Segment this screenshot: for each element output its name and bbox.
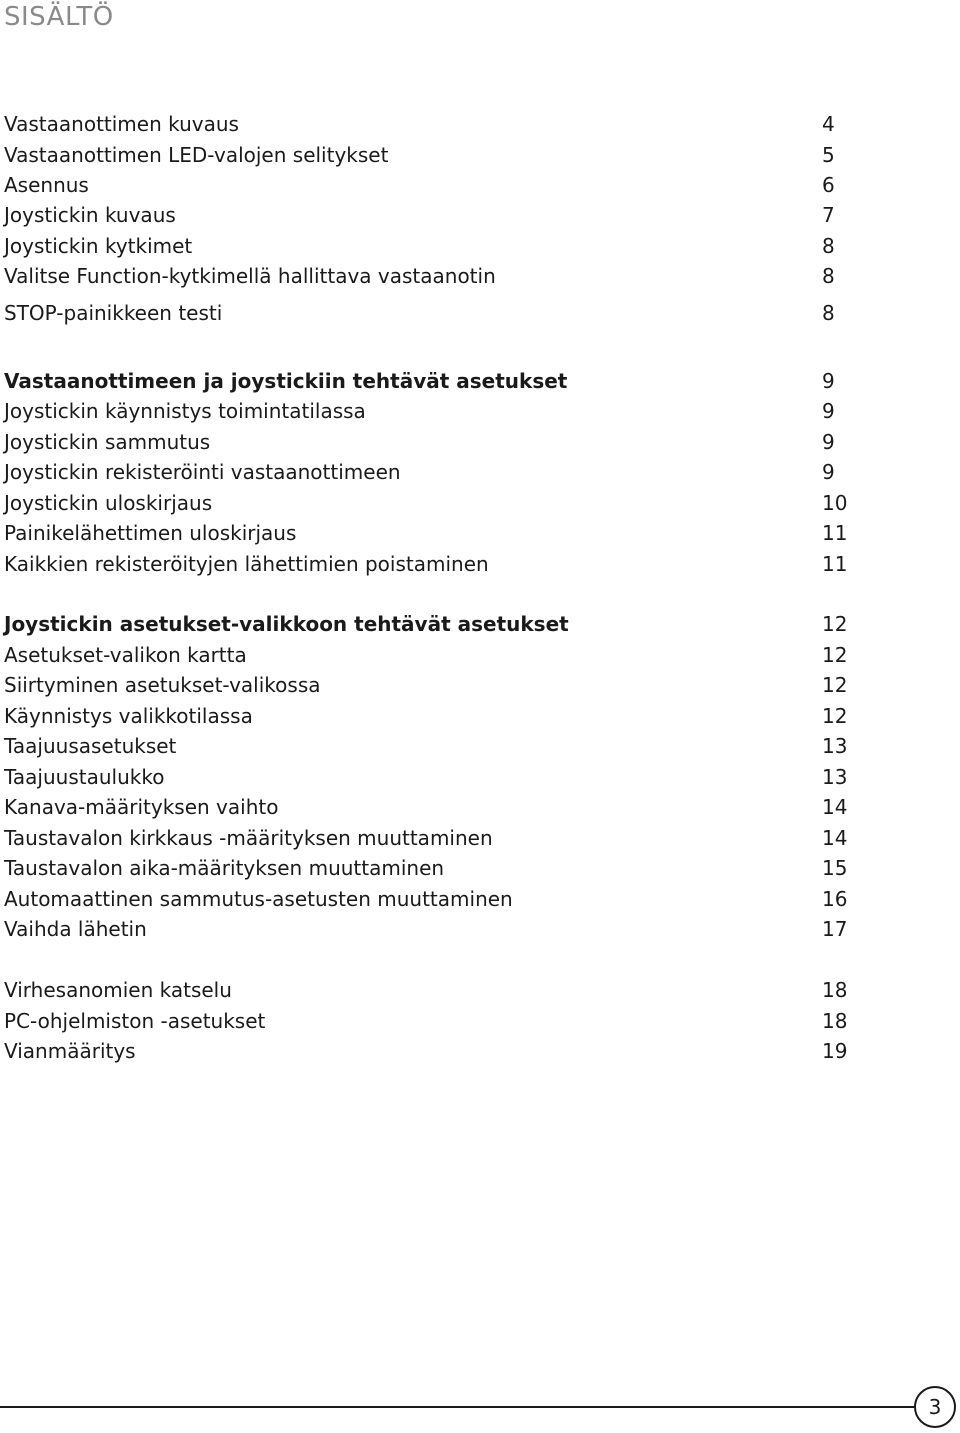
toc-entry-page-number: 16 bbox=[822, 887, 848, 911]
toc-entry-label: Kaikkien rekisteröityjen lähettimien poistaminen bbox=[4, 552, 489, 576]
toc-entry[interactable] bbox=[4, 762, 904, 792]
toc-entry-page-number: 12 bbox=[822, 643, 848, 667]
toc-entry-page-number: 13 bbox=[822, 765, 848, 789]
toc-entry-page-number: 12 bbox=[822, 612, 848, 636]
toc-entry[interactable] bbox=[4, 1006, 904, 1036]
toc-entry-page-number: 8 bbox=[822, 234, 835, 258]
footer-rule bbox=[0, 1406, 914, 1408]
toc-entry-page-number: 12 bbox=[822, 673, 848, 697]
page-number-badge: 3 bbox=[914, 1386, 956, 1428]
toc-entry-label: Joystickin rekisteröinti vastaanottimeen bbox=[4, 460, 401, 484]
toc-entry[interactable] bbox=[4, 853, 904, 883]
toc-entry-label: Taustavalon aika-määrityksen muuttaminen bbox=[4, 856, 445, 880]
toc-entry[interactable] bbox=[4, 427, 904, 457]
toc-entry[interactable] bbox=[4, 200, 904, 230]
toc-entry[interactable] bbox=[4, 914, 904, 944]
toc-entry-label: STOP-painikkeen testi bbox=[4, 301, 223, 325]
toc-entry-page-number: 5 bbox=[822, 143, 835, 167]
toc-entry-label: Joystickin uloskirjaus bbox=[4, 491, 213, 515]
toc-entry[interactable] bbox=[4, 518, 904, 548]
toc-entry-label: Siirtyminen asetukset-valikossa bbox=[4, 673, 321, 697]
toc-entry-page-number: 4 bbox=[822, 112, 835, 136]
toc-entry[interactable] bbox=[4, 640, 904, 670]
toc-entry[interactable] bbox=[4, 261, 904, 291]
toc-entry-page-number: 17 bbox=[822, 917, 848, 941]
toc-entry-page-number: 8 bbox=[822, 301, 835, 325]
toc-entry-page-number: 9 bbox=[822, 399, 835, 423]
toc-entry-label: Vastaanottimen LED-valojen selitykset bbox=[4, 143, 389, 167]
toc-entry-page-number: 11 bbox=[822, 521, 848, 545]
toc-entry-label: Valitse Function-kytkimellä hallittava vastaanotin bbox=[4, 264, 496, 288]
toc-entry-label: Joystickin kytkimet bbox=[4, 234, 193, 258]
toc-entry[interactable] bbox=[4, 457, 904, 487]
toc-entry[interactable] bbox=[4, 488, 904, 518]
page-title: SISÄLTÖ bbox=[4, 2, 114, 32]
toc-entry-page-number: 18 bbox=[822, 978, 848, 1002]
toc-entry[interactable] bbox=[4, 701, 904, 731]
toc-entry-page-number: 9 bbox=[822, 430, 835, 454]
toc-entry-page-number: 14 bbox=[822, 795, 848, 819]
toc-entry-label: Asetukset-valikon kartta bbox=[4, 643, 247, 667]
toc-entry-label: Vaihda lähetin bbox=[4, 917, 147, 941]
toc-entry[interactable] bbox=[4, 609, 904, 639]
toc-entry[interactable] bbox=[4, 1036, 904, 1066]
toc-entry-label: Joystickin kuvaus bbox=[4, 203, 176, 227]
toc-entry[interactable] bbox=[4, 792, 904, 822]
toc-entry[interactable] bbox=[4, 140, 904, 170]
toc-entry-page-number: 8 bbox=[822, 264, 835, 288]
toc-entry[interactable] bbox=[4, 396, 904, 426]
toc-entry-label: PC-ohjelmiston -asetukset bbox=[4, 1009, 266, 1033]
toc-entry[interactable] bbox=[4, 549, 904, 579]
toc-entry[interactable] bbox=[4, 298, 904, 328]
toc-entry-page-number: 10 bbox=[822, 491, 848, 515]
toc-entry-page-number: 9 bbox=[822, 369, 835, 393]
toc-entry-label: Asennus bbox=[4, 173, 89, 197]
toc-entry-page-number: 9 bbox=[822, 460, 835, 484]
toc-entry-label: Virhesanomien katselu bbox=[4, 978, 232, 1002]
toc-entry-page-number: 6 bbox=[822, 173, 835, 197]
toc-entry-label: Vianmääritys bbox=[4, 1039, 136, 1063]
toc-entry-page-number: 19 bbox=[822, 1039, 848, 1063]
toc-entry-page-number: 12 bbox=[822, 704, 848, 728]
toc-entry-label: Taajuusasetukset bbox=[4, 734, 177, 758]
toc-entry-label: Kanava-määrityksen vaihto bbox=[4, 795, 279, 819]
toc-entry-page-number: 15 bbox=[822, 856, 848, 880]
toc-entry-label: Automaattinen sammutus-asetusten muuttaminen bbox=[4, 887, 513, 911]
toc-entry[interactable] bbox=[4, 975, 904, 1005]
toc-entry-page-number: 11 bbox=[822, 552, 848, 576]
toc-entry-page-number: 13 bbox=[822, 734, 848, 758]
toc-entry-label: Joystickin asetukset-valikkoon tehtävät asetukset bbox=[4, 612, 569, 636]
toc-entry[interactable] bbox=[4, 109, 904, 139]
toc-entry[interactable] bbox=[4, 823, 904, 853]
toc-entry-label: Vastaanottimeen ja joystickiin tehtävät asetukset bbox=[4, 369, 568, 393]
toc-entry-label: Vastaanottimen kuvaus bbox=[4, 112, 239, 136]
toc-entry-page-number: 7 bbox=[822, 203, 835, 227]
toc-entry[interactable] bbox=[4, 170, 904, 200]
toc-entry[interactable] bbox=[4, 731, 904, 761]
toc-entry-label: Käynnistys valikkotilassa bbox=[4, 704, 253, 728]
toc-entry[interactable] bbox=[4, 366, 904, 396]
toc-entry[interactable] bbox=[4, 670, 904, 700]
toc-entry-label: Joystickin sammutus bbox=[4, 430, 211, 454]
toc-entry-label: Taajuustaulukko bbox=[4, 765, 165, 789]
toc-entry-page-number: 14 bbox=[822, 826, 848, 850]
toc-entry-page-number: 18 bbox=[822, 1009, 848, 1033]
toc-entry-label: Joystickin käynnistys toimintatilassa bbox=[4, 399, 366, 423]
toc-entry-label: Taustavalon kirkkaus -määrityksen muuttaminen bbox=[4, 826, 493, 850]
toc-entry[interactable] bbox=[4, 231, 904, 261]
toc-entry-label: Painikelähettimen uloskirjaus bbox=[4, 521, 297, 545]
toc-entry[interactable] bbox=[4, 884, 904, 914]
